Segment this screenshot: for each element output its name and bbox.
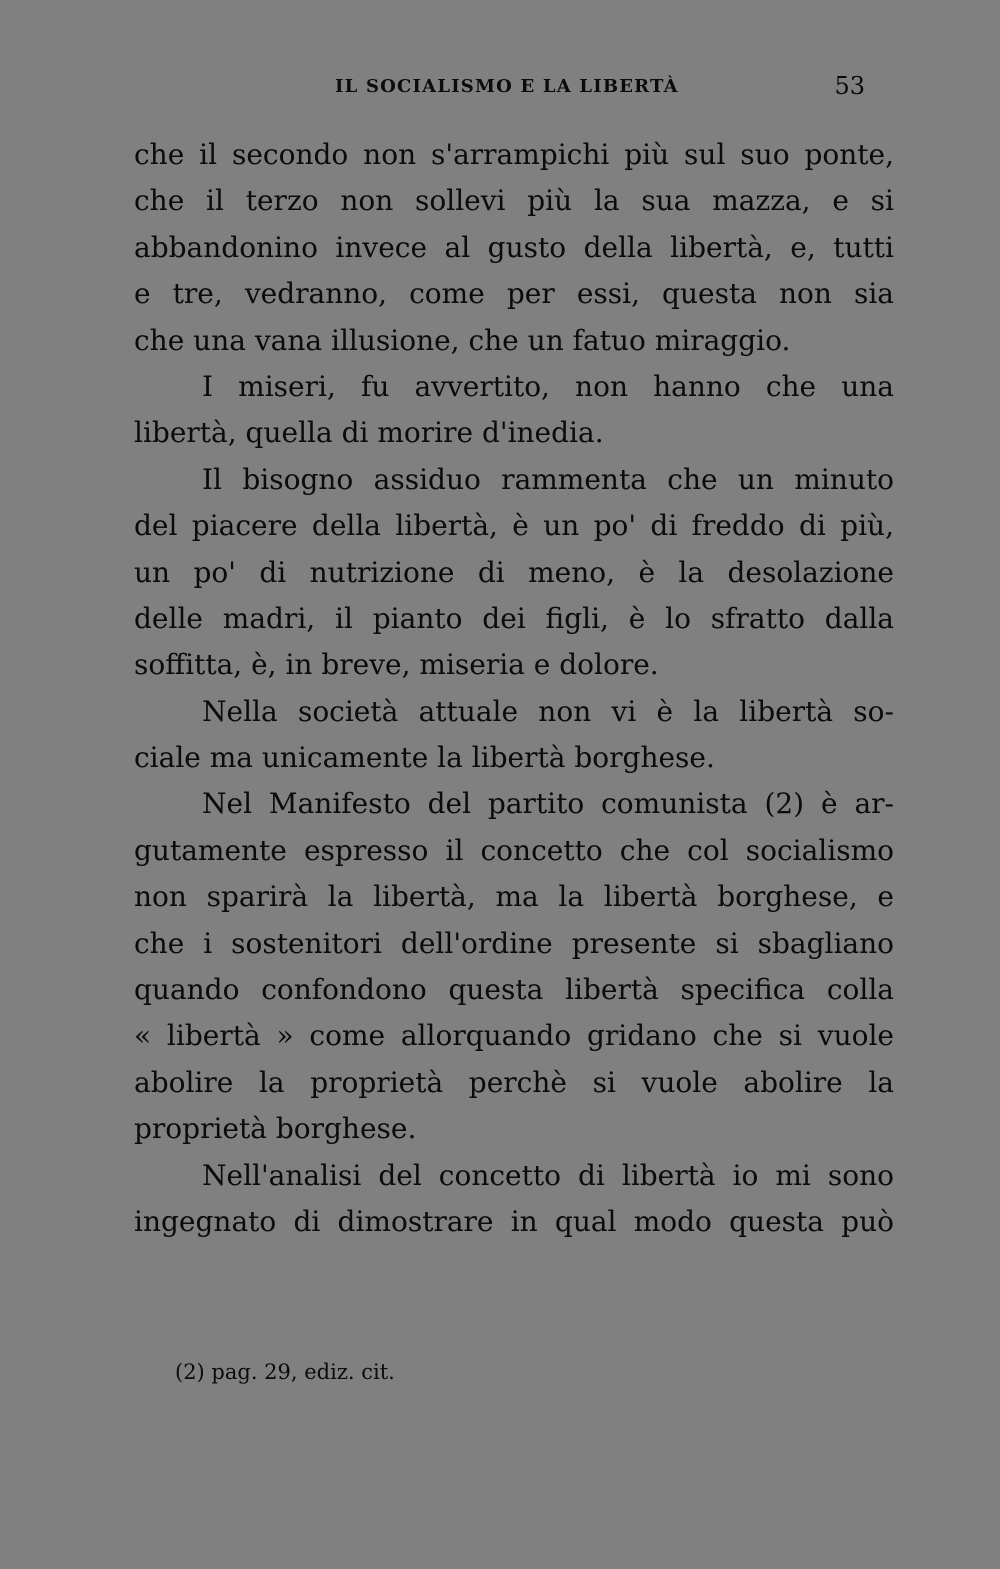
text-line: « libertà » come allorquando gridano che si vuole <box>134 1019 894 1053</box>
text-line: ingegnato di dimostrare in qual modo questa può <box>134 1204 894 1238</box>
footnote: (2) pag. 29, ediz. cit. <box>175 1360 395 1384</box>
text-line: che i sostenitori dell'ordine presente si sbagliano <box>134 926 894 960</box>
text-line: un po' di nutrizione di meno, è la desolazione <box>134 555 894 589</box>
text-line: libertà, quella di morire d'inedia. <box>134 416 604 450</box>
text-line: soffitta, è, in breve, miseria e dolore. <box>134 648 659 682</box>
text-line: ciale ma unicamente la libertà borghese. <box>134 741 715 775</box>
running-title: IL SOCIALISMO E LA LIBERTÀ <box>335 76 679 97</box>
body-text <box>134 132 894 1245</box>
text-line: I miseri, fu avvertito, non hanno che una <box>202 369 894 403</box>
text-line: che una vana illusione, che un fatuo miraggio. <box>134 323 791 357</box>
text-line: del piacere della libertà, è un po' di freddo di più, <box>134 509 894 543</box>
text-line: Nell'analisi del concetto di libertà io mi sono <box>202 1158 894 1192</box>
text-line: proprietà borghese. <box>134 1112 417 1146</box>
text-line: gutamente espresso il concetto che col socialismo <box>134 833 894 867</box>
text-line: e tre, vedranno, come per essi, questa non sia <box>134 277 894 311</box>
text-line: quando confondono questa libertà specifica colla <box>134 973 894 1007</box>
text-line: che il terzo non sollevi più la sua mazza, e si <box>134 184 894 218</box>
text-line: Nella società attuale non vi è la libertà so- <box>202 694 894 728</box>
text-line: Il bisogno assiduo rammenta che un minuto <box>202 462 894 496</box>
text-line: delle madri, il pianto dei figli, è lo sfratto dalla <box>134 601 894 635</box>
text-line: non sparirà la libertà, ma la libertà borghese, e <box>134 880 894 914</box>
text-line: che il secondo non s'arrampichi più sul suo ponte, <box>134 138 894 171</box>
running-head <box>335 72 865 108</box>
text-line: abolire la proprietà perchè si vuole abolire la <box>134 1065 894 1099</box>
text-line: Nel Manifesto del partito comunista (2) è ar- <box>202 787 894 821</box>
text-line: abbandonino invece al gusto della libertà, e, tutti <box>134 230 894 264</box>
page-number: 53 <box>834 72 865 100</box>
